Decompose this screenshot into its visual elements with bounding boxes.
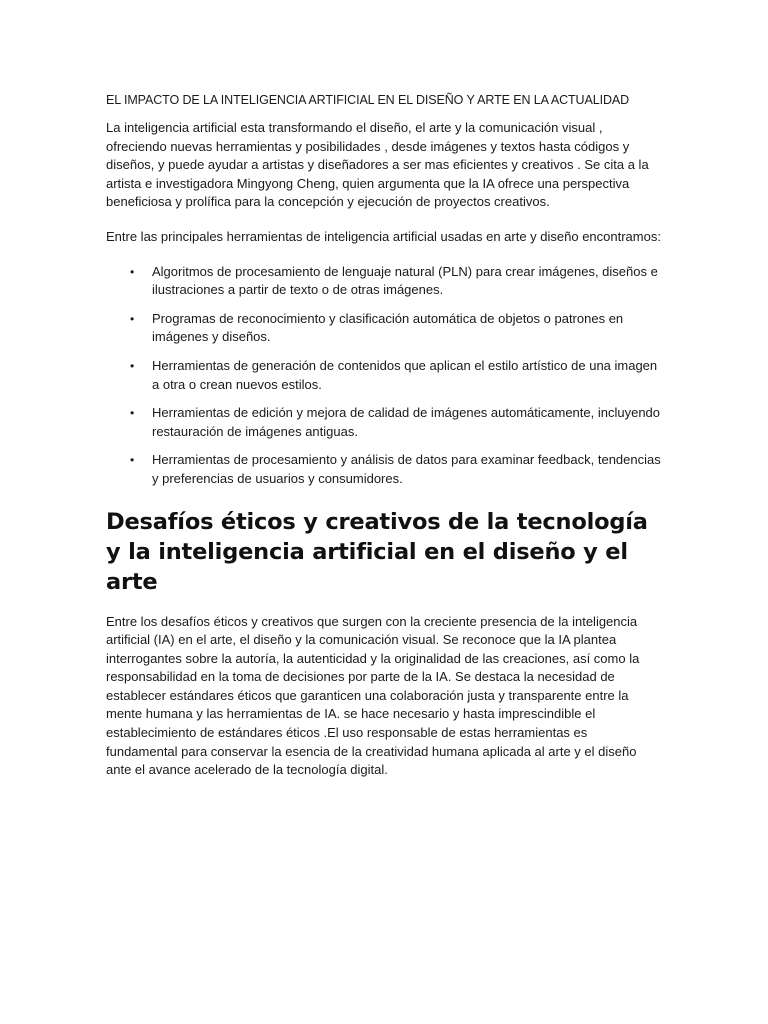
document-title: EL IMPACTO DE LA INTELIGENCIA ARTIFICIAL EN EL DISEÑO Y ARTE EN LA ACTUALIDAD [106,93,630,107]
section-paragraph: Entre los desafíos éticos y creativos que surgen con la creciente presencia de la inteligencia artificial (IA) en el arte, el diseño y la comunicación visual. Se reconoce que la IA plantea interrogantes sobre la autoría, la autenticidad y la originalidad de las creaciones, así como la responsabilidad en la toma de decisiones por parte de la IA. Se destaca la necesidad de establecer estándares éticos que garanticen una colaboración justa y transparente entre la mente humana y las herramientas de IA. se hace necesario y hasta imprescindible el establecimiento de estándares éticos .El uso responsable de estas herramientas es fundamental para conservar la esencia de la creatividad humana aplicada al arte y el diseño ante el avance acelerado de la tecnología digital. [106,613,640,778]
list-item [106,357,662,394]
list-item [106,263,662,300]
list-item [106,451,662,488]
intro-paragraph: La inteligencia artificial esta transformando el diseño, el arte y la comunicación visual , ofreciendo nuevas herramientas y posibilidades , desde imágenes y textos hasta códigos y diseños, y puede ayudar a artistas y diseñadores a ser mas eficientes y creativos . Se cita a la artista e investigadora Mingyong Cheng, quien argumenta que la IA ofrece una perspectiva beneficiosa y prolífica para la concepción y ejecución de proyectos creativos. [106,120,649,210]
bullet-icon: • [130,406,135,421]
bullet-icon: • [130,453,135,468]
list-item-text: Herramientas de procesamiento y análisis de datos para examinar feedback, tendencias y preferencias de usuarios y consumidores. [152,452,661,486]
tools-list [106,263,662,489]
section-heading: Desafíos éticos y creativos de la tecnología y la inteligencia artificial en el diseño y el arte [106,508,648,595]
list-item-text: Algoritmos de procesamiento de lenguaje natural (PLN) para crear imágenes, diseños e ilustraciones a partir de texto o de otras imágenes. [152,263,658,298]
document-content [106,92,662,796]
bullet-icon: • [130,264,135,279]
list-item-text: Herramientas de edición y mejora de calidad de imágenes automáticamente, incluyendo restauración de imágenes antiguas. [152,405,661,439]
list-item-text: Programas de reconocimiento y clasificación automática de objetos o patrones en imágenes y diseños. [152,310,624,345]
bullet-icon: • [130,311,135,326]
list-item [106,404,662,441]
list-item [106,310,662,347]
list-intro-paragraph: Entre las principales herramientas de inteligencia artificial usadas en arte y diseño encontramos: [106,228,661,244]
bullet-icon: • [130,358,135,373]
list-item-text: Herramientas de generación de contenidos que aplican el estilo artístico de una imagen a otra o crean nuevos estilos. [152,357,658,392]
